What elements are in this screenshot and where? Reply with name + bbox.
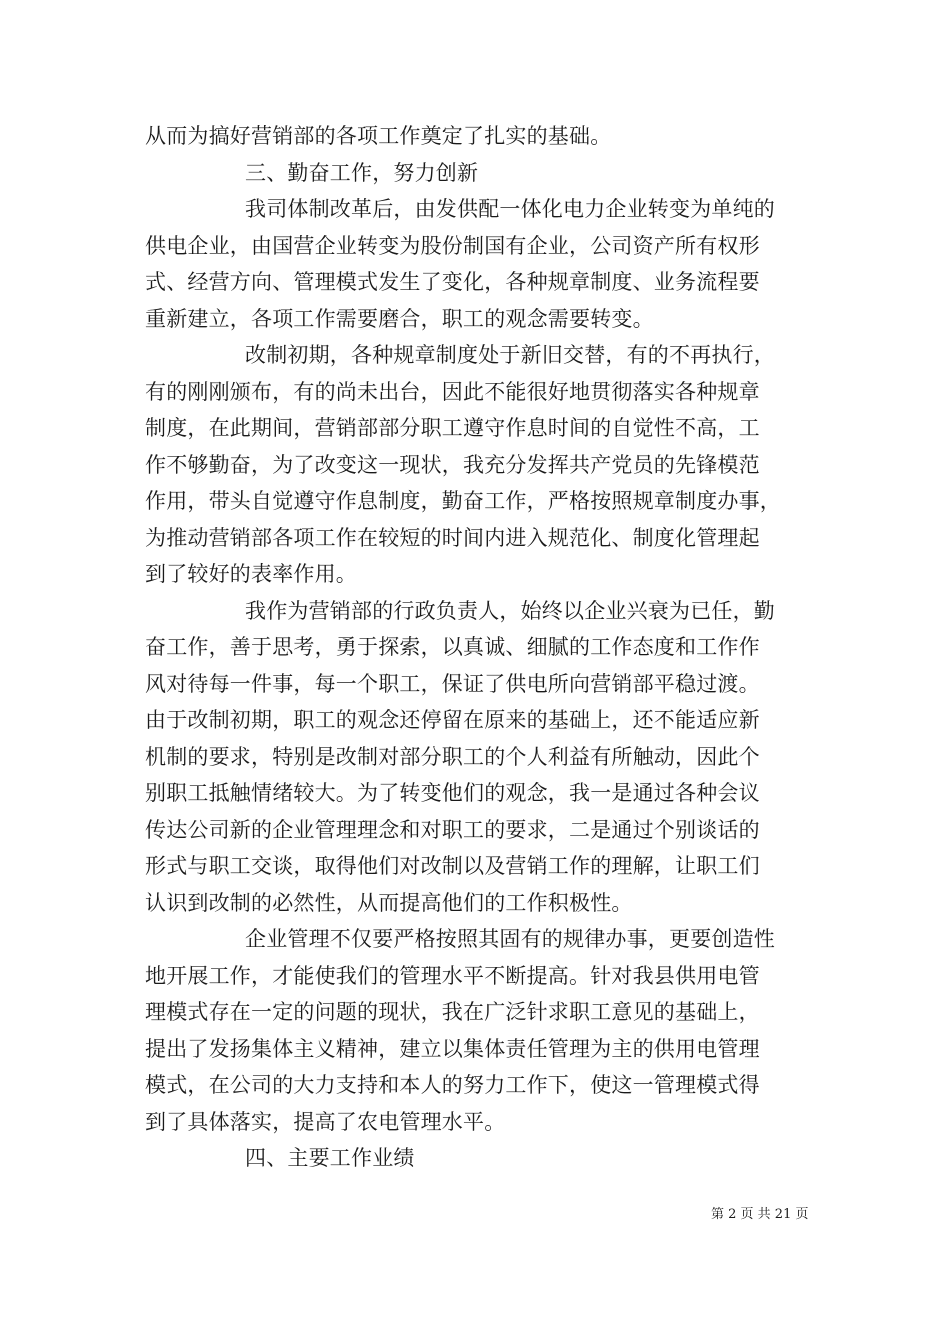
text-line: 有的刚刚颁布，有的尚未出台，因此不能很好地贯彻落实各种规章	[145, 379, 760, 404]
text-line: 地开展工作，才能使我们的管理水平不断提高。针对我县供用电管	[145, 963, 760, 988]
text-line: 提出了发扬集体主义精神，建立以集体责任管理为主的供用电管理	[145, 1036, 760, 1061]
text-line: 理模式存在一定的问题的现状，我在广泛针求职工意见的基础上，	[145, 1000, 760, 1024]
text-line: 我作为营销部的行政负责人，始终以企业兴衰为已任，勤	[245, 598, 775, 623]
text-line: 作用，带头自觉遵守作息制度，勤奋工作，严格按照规章制度办事，	[145, 489, 781, 513]
page-number: 第 2 页 共 21 页	[711, 1207, 809, 1222]
text-line: 由于改制初期，职工的观念还停留在原来的基础上，还不能适应新	[145, 708, 760, 732]
text-line: 传达公司新的企业管理理念和对职工的要求，二是通过个别谈话的	[145, 817, 760, 842]
text-line: 形式与职工交谈，取得他们对改制以及营销工作的理解，让职工们	[145, 854, 760, 878]
text-line: 别职工抵触情绪较大。为了转变他们的观念，我一是通过各种会议	[145, 781, 760, 805]
text-line: 风对待每一件事，每一个职工，保证了供电所向营销部平稳过渡。	[145, 671, 760, 696]
section-heading: 四、主要工作业绩	[245, 1146, 415, 1170]
text-line: 重新建立，各项工作需要磨合，职工的观念需要转变。	[145, 306, 654, 331]
text-line: 认识到改制的必然性，从而提高他们的工作积极性。	[145, 890, 633, 915]
text-line: 为推动营销部各项工作在较短的时间内进入规范化、制度化管理起	[145, 525, 760, 550]
text-line: 改制初期，各种规章制度处于新旧交替，有的不再执行，	[245, 343, 775, 367]
text-line: 模式，在公司的大力支持和本人的努力工作下，使这一管理模式得	[145, 1073, 760, 1097]
text-line: 机制的要求，特别是改制对部分职工的个人利益有所触动，因此个	[145, 744, 760, 769]
text-line: 到了较好的表率作用。	[145, 562, 357, 586]
text-line: 式、经营方向、管理模式发生了变化，各种规章制度、业务流程要	[145, 270, 760, 294]
text-line: 奋工作，善于思考，勇于探索，以真诚、细腻的工作态度和工作作	[145, 635, 760, 659]
text-line: 企业管理不仅要严格按照其固有的规律办事，更要创造性	[245, 927, 775, 951]
document-body	[145, 118, 825, 1177]
text-line: 作不够勤奋，为了改变这一现状，我充分发挥共产党员的先锋模范	[145, 452, 760, 477]
text-line: 从而为搞好营销部的各项工作奠定了扎实的基础。	[145, 124, 612, 148]
text-line: 制度，在此期间，营销部部分职工遵守作息时间的自觉性不高，工	[145, 416, 760, 440]
text-line: 供电企业，由国营企业转变为股份制国有企业，公司资产所有权形	[145, 233, 760, 258]
text-line: 我司体制改革后，由发供配一体化电力企业转变为单纯的	[245, 197, 775, 221]
section-heading: 三、勤奋工作，努力创新	[245, 160, 479, 185]
text-line: 到了具体落实，提高了农电管理水平。	[145, 1109, 506, 1134]
